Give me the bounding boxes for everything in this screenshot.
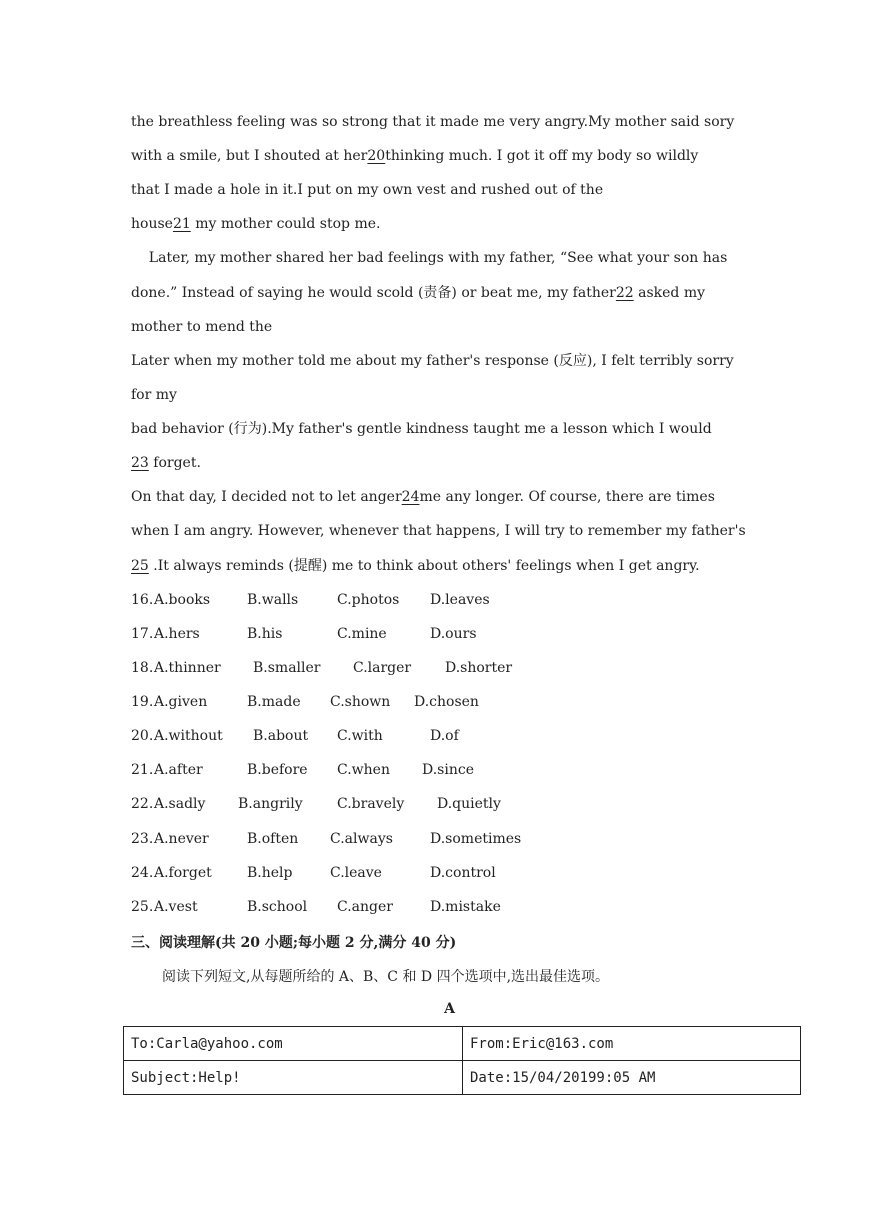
option-a: A.books — [154, 592, 211, 608]
option-d: D.ours — [430, 626, 477, 642]
passage-text: thinking much. I got it off my body so wildly — [385, 148, 699, 164]
question-number: 23. — [131, 831, 154, 847]
blank-number: 22 — [615, 285, 634, 301]
option-c: C.leave — [330, 865, 382, 881]
table-row — [124, 1061, 801, 1095]
option-c: C.when — [337, 762, 390, 778]
blank-number: 20 — [367, 148, 386, 164]
option-a: A.without — [154, 728, 223, 744]
passage-line — [131, 352, 734, 370]
passage-line — [131, 318, 272, 336]
option-c: C.anger — [337, 899, 393, 915]
option-b: B.about — [253, 728, 309, 744]
email-header-table — [123, 1026, 801, 1095]
option-c: C.mine — [337, 626, 387, 642]
question-number: 24. — [131, 865, 154, 881]
option-a: A.given — [154, 694, 208, 710]
section-heading: 三、阅读理解(共 20 小题;每小题 2 分,满分 40 分) — [131, 935, 457, 951]
passage-text: that I made a hole in it.I put on my own vest and rushed out of the — [131, 182, 604, 198]
option-d: D.of — [430, 728, 459, 744]
email-from: From:Eric@163.com — [463, 1027, 801, 1061]
passage-text: with a smile, but I shouted at her — [131, 148, 368, 164]
question-number: 22. — [131, 796, 154, 812]
passage-text: me any longer. Of course, there are times — [419, 489, 715, 505]
option-d: D.leaves — [430, 592, 490, 608]
option-c: C.photos — [337, 592, 400, 608]
option-b: B.made — [247, 694, 301, 710]
option-b: B.angrily — [238, 796, 303, 812]
option-b: B.help — [247, 865, 293, 881]
passage-line — [131, 420, 712, 438]
option-c: C.with — [337, 728, 383, 744]
option-a: A.hers — [154, 626, 200, 642]
passage-line — [131, 454, 201, 472]
option-d: D.quietly — [437, 796, 501, 812]
option-b: B.walls — [247, 592, 299, 608]
table-row — [124, 1027, 801, 1061]
option-a: A.sadly — [154, 796, 206, 812]
email-date: Date:15/04/20199:05 AM — [463, 1061, 801, 1095]
passage-text: done.” Instead of saying he would scold (责备) or beat me, my father — [131, 285, 616, 301]
option-a: A.thinner — [154, 660, 221, 676]
passage-text: house — [131, 216, 173, 232]
option-b: B.before — [247, 762, 308, 778]
option-c: C.bravely — [337, 796, 405, 812]
passage-text: forget. — [148, 455, 201, 471]
passage-text: for my — [131, 387, 177, 403]
option-a: A.after — [154, 762, 203, 778]
option-a: A.forget — [154, 865, 212, 881]
passage-text: my mother could stop me. — [190, 216, 381, 232]
passage-label: A — [444, 1001, 455, 1017]
instruction-text: 阅读下列短文,从每题所给的 A、B、C 和 D 四个选项中,选出最佳选项。 — [162, 969, 610, 985]
option-a: A.never — [154, 831, 209, 847]
option-b: B.school — [247, 899, 308, 915]
option-d: D.since — [422, 762, 474, 778]
question-number: 21. — [131, 762, 154, 778]
passage-text: Later, my mother shared her bad feelings with my father, “See what your son has — [131, 250, 728, 266]
passage-line — [131, 557, 700, 575]
passage-text: mother to mend the — [131, 319, 273, 335]
blank-number: 25 — [131, 558, 149, 574]
option-d: D.control — [430, 865, 496, 881]
question-number: 20. — [131, 728, 154, 744]
option-d: D.mistake — [430, 899, 501, 915]
option-d: D.chosen — [414, 694, 479, 710]
email-to: To:Carla@yahoo.com — [124, 1027, 463, 1061]
option-b: B.smaller — [253, 660, 321, 676]
passage-text: Later when my mother told me about my father's response (反应), I felt terribly sorry — [131, 353, 734, 369]
passage-text: when I am angry. However, whenever that happens, I will try to remember my father's — [131, 523, 746, 539]
passage-line — [131, 147, 698, 165]
passage-text: On that day, I decided not to let anger — [131, 489, 402, 505]
question-number: 16. — [131, 592, 154, 608]
passage-line — [131, 181, 603, 199]
passage-line — [131, 215, 380, 233]
passage-line — [131, 488, 715, 506]
option-a: A.vest — [154, 899, 198, 915]
passage-text: the breathless feeling was so strong that it made me very angry.My mother said sory — [131, 114, 735, 130]
question-number: 18. — [131, 660, 154, 676]
passage-line — [131, 386, 177, 404]
question-number: 17. — [131, 626, 154, 642]
question-number: 19. — [131, 694, 154, 710]
option-c: C.shown — [330, 694, 391, 710]
blank-number: 21 — [172, 216, 191, 232]
option-d: D.sometimes — [430, 831, 522, 847]
option-d: D.shorter — [445, 660, 513, 676]
passage-line — [131, 249, 727, 267]
question-number: 25. — [131, 899, 154, 915]
passage-text: bad behavior (行为).My father's gentle kindness taught me a lesson which I would — [131, 421, 712, 437]
passage-line — [131, 113, 734, 131]
passage-line — [131, 284, 705, 302]
blank-number: 24 — [401, 489, 420, 505]
blank-number: 23 — [131, 455, 149, 471]
option-b: B.his — [247, 626, 283, 642]
passage-text: asked my — [633, 285, 706, 301]
passage-text: .It always reminds (提醒) me to think about others' feelings when I get angry. — [148, 558, 700, 574]
option-c: C.always — [330, 831, 393, 847]
passage-line — [131, 522, 746, 540]
option-c: C.larger — [353, 660, 412, 676]
option-b: B.often — [247, 831, 299, 847]
email-subject: Subject:Help! — [124, 1061, 463, 1095]
